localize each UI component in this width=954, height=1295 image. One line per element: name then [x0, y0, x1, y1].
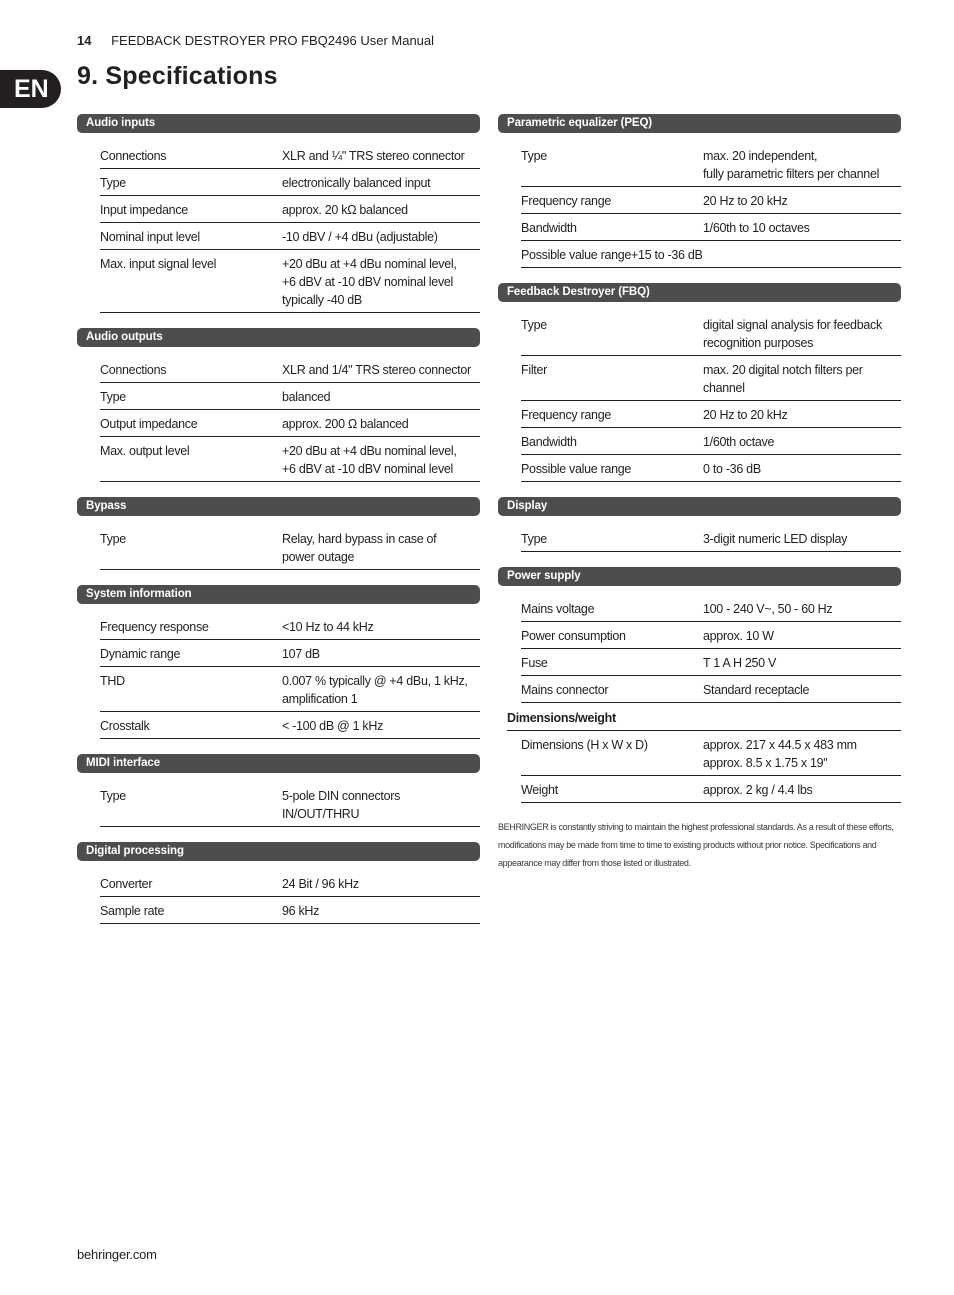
spec-row	[521, 187, 901, 214]
spec-value: balanced	[282, 390, 331, 404]
spec-row	[521, 455, 901, 482]
spec-label: Dynamic range	[100, 647, 181, 661]
spec-table	[77, 525, 480, 570]
spec-row	[100, 525, 480, 570]
spec-label: Type	[100, 176, 126, 190]
spec-value: approx. 10 W	[703, 629, 774, 643]
spec-value: approx. 200 Ω balanced	[282, 417, 409, 431]
section-header-bypass: Bypass	[77, 497, 480, 516]
spec-value: 20 Hz to 20 kHz	[703, 408, 788, 422]
spec-value: 20 Hz to 20 kHz	[703, 194, 788, 208]
spec-label: Bandwidth	[521, 221, 577, 235]
page-title: 9. Specifications	[77, 62, 278, 90]
spec-row	[521, 649, 901, 676]
spec-label: Mains connector	[521, 683, 609, 697]
spec-row	[521, 776, 901, 803]
section-header-digital-processing: Digital processing	[77, 842, 480, 861]
spec-value: approx. 20 kΩ balanced	[282, 203, 408, 217]
spec-value: 0 to -36 dB	[703, 462, 761, 476]
spec-row	[100, 250, 480, 313]
spec-row	[100, 410, 480, 437]
spec-row	[100, 782, 480, 827]
spec-row	[100, 142, 480, 169]
spec-table	[498, 142, 901, 268]
footer-website: behringer.com	[77, 1247, 157, 1262]
spec-value: Standard receptacle	[703, 683, 810, 697]
spec-label: Max. input signal level	[100, 257, 217, 271]
spec-row	[521, 525, 901, 552]
spec-row	[521, 428, 901, 455]
spec-value: 5-pole DIN connectors IN/OUT/THRU	[282, 789, 401, 821]
spec-row	[521, 676, 901, 703]
disclaimer-text: BEHRINGER is constantly striving to maintain the highest professional standards. As a result of these efforts, modifications may be made from time to time to existing products without prior notice. Specifications and appearance may differ from those listed or illustrated.	[498, 822, 894, 868]
spec-row	[521, 142, 901, 187]
spec-value: digital signal analysis for feedback recognition purposes	[703, 318, 882, 350]
spec-label: Filter	[521, 363, 547, 377]
spec-label: Connections	[100, 363, 167, 377]
spec-value: +20 dBu at +4 dBu nominal level, +6 dBV at -10 dBV nominal level	[282, 444, 457, 476]
spec-value	[703, 246, 901, 264]
spec-label: Fuse	[521, 656, 548, 670]
section-header-parametric-equalizer-peq: Parametric equalizer (PEQ)	[498, 114, 901, 133]
spec-label: Weight	[521, 783, 558, 797]
section-header-system-information: System information	[77, 585, 480, 604]
spec-row	[100, 870, 480, 897]
spec-row	[100, 712, 480, 739]
spec-value: 24 Bit / 96 kHz	[282, 877, 359, 891]
section-header-feedback-destroyer-fbq: Feedback Destroyer (FBQ)	[498, 283, 901, 302]
spec-label: Type	[521, 149, 547, 163]
spec-label: Type	[100, 532, 126, 546]
spec-value: <10 Hz to 44 kHz	[282, 620, 374, 634]
spec-value: max. 20 independent, fully parametric filters per channel	[703, 149, 880, 181]
spec-label: Nominal input level	[100, 230, 200, 244]
spec-label: Type	[100, 390, 126, 404]
spec-label: Frequency range	[521, 194, 612, 208]
spec-value: 0.007 % typically @ +4 dBu, 1 kHz, amplification 1	[282, 674, 468, 706]
spec-row	[100, 223, 480, 250]
section-header-power-supply: Power supply	[498, 567, 901, 586]
spec-label: Type	[100, 789, 126, 803]
spec-label: Max. output level	[100, 444, 190, 458]
spec-label: Possible value range+15 to -36 dB	[521, 248, 703, 262]
spec-table	[77, 356, 480, 482]
spec-label: Input impedance	[100, 203, 188, 217]
left-column	[77, 114, 480, 939]
spec-label: Bandwidth	[521, 435, 577, 449]
spec-row	[100, 169, 480, 196]
section-header-audio-inputs: Audio inputs	[77, 114, 480, 133]
spec-label: Connections	[100, 149, 167, 163]
spec-value: 3-digit numeric LED display	[703, 532, 848, 546]
page-number: 14	[77, 33, 92, 48]
spec-label: Crosstalk	[100, 719, 150, 733]
spec-row	[521, 622, 901, 649]
spec-label: Type	[521, 318, 547, 332]
spec-value: approx. 217 x 44.5 x 483 mm approx. 8.5 x 1.75 x 19"	[703, 738, 857, 770]
spec-value: T 1 A H 250 V	[703, 656, 777, 670]
spec-label: Possible value range	[521, 462, 632, 476]
spec-row	[100, 383, 480, 410]
spec-value: +20 dBu at +4 dBu nominal level, +6 dBV at -10 dBV nominal level typically -40 dB	[282, 257, 457, 307]
spec-row	[521, 595, 901, 622]
spec-row	[100, 196, 480, 223]
spec-label: Type	[521, 532, 547, 546]
spec-row	[521, 401, 901, 428]
spec-value: XLR and ¼" TRS stereo connector	[282, 149, 465, 163]
spec-row	[521, 241, 901, 268]
spec-row	[100, 613, 480, 640]
spec-value: electronically balanced input	[282, 176, 431, 190]
spec-label: Mains voltage	[521, 602, 595, 616]
language-tab: EN	[0, 70, 61, 108]
spec-row	[521, 311, 901, 356]
spec-row	[100, 437, 480, 482]
spec-label: Dimensions (H x W x D)	[521, 738, 648, 752]
spec-label: Frequency range	[521, 408, 612, 422]
spec-table	[498, 525, 901, 552]
spec-row	[521, 731, 901, 776]
spec-table	[77, 782, 480, 827]
spec-table	[77, 142, 480, 313]
spec-table	[77, 613, 480, 739]
spec-value: max. 20 digital notch filters per channel	[703, 363, 863, 395]
spec-row	[100, 356, 480, 383]
spec-value: 1/60th octave	[703, 435, 775, 449]
spec-label: Power consumption	[521, 629, 626, 643]
spec-table	[498, 595, 901, 803]
manual-title: FEEDBACK DESTROYER PRO FBQ2496 User Manual	[111, 33, 435, 48]
spec-value: 100 - 240 V~, 50 - 60 Hz	[703, 602, 833, 616]
spec-value: 96 kHz	[282, 904, 320, 918]
section-header-audio-outputs: Audio outputs	[77, 328, 480, 347]
spec-row	[100, 897, 480, 924]
spec-value: < -100 dB @ 1 kHz	[282, 719, 384, 733]
right-column	[498, 114, 901, 872]
spec-label: Sample rate	[100, 904, 165, 918]
spec-label: Output impedance	[100, 417, 198, 431]
spec-row	[100, 640, 480, 667]
spec-value: 1/60th to 10 octaves	[703, 221, 810, 235]
spec-row	[521, 356, 901, 401]
section-header-midi-interface: MIDI interface	[77, 754, 480, 773]
spec-table	[77, 870, 480, 924]
section-header-display: Display	[498, 497, 901, 516]
spec-value: -10 dBV / +4 dBu (adjustable)	[282, 230, 438, 244]
spec-label: Converter	[100, 877, 153, 891]
spec-value: Relay, hard bypass in case of power outage	[282, 532, 437, 564]
spec-row	[521, 214, 901, 241]
spec-value: 107 dB	[282, 647, 320, 661]
page-header	[77, 33, 434, 48]
spec-value: approx. 2 kg / 4.4 lbs	[703, 783, 813, 797]
spec-value: XLR and 1/4" TRS stereo connector	[282, 363, 471, 377]
subsection-heading: Dimensions/weight	[507, 703, 901, 731]
spec-label: THD	[100, 674, 125, 688]
spec-table	[498, 311, 901, 482]
spec-label: Frequency response	[100, 620, 209, 634]
spec-row	[100, 667, 480, 712]
